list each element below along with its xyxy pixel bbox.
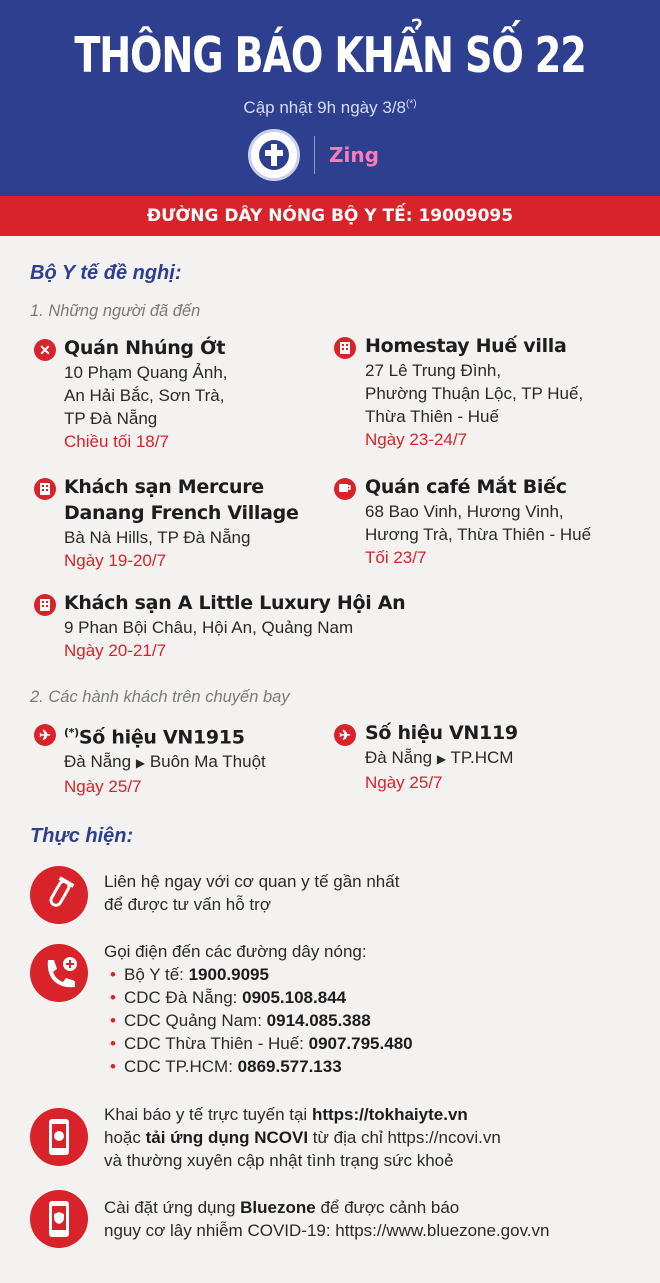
place-date: Ngày 19-20/7 — [64, 551, 167, 570]
flight-name: Số hiệu VN1915 — [78, 726, 245, 749]
place-date: Chiều tối 18/7 — [64, 432, 169, 451]
place-item — [64, 590, 624, 663]
airplane-icon: ✈ — [334, 724, 356, 746]
hotline-item: • CDC Quảng Nam: 0914.085.388 — [104, 1009, 413, 1032]
bluezone-app-icon — [30, 1190, 88, 1248]
hotline-item: • CDC Thừa Thiên - Huế: 0907.795.480 — [104, 1032, 413, 1055]
update-text: Cập nhật 9h ngày 3/8 — [243, 98, 406, 117]
flight-route — [365, 746, 635, 771]
place-address: 10 Phạm Quang Ảnh, — [64, 363, 228, 382]
zing-logo: Zing — [329, 143, 379, 167]
bluezone-text: Cài đặt ứng dụng Bluezone để được cảnh báo nguy cơ lây nhiễm COVID-19: https://www.bluezone.gov.vn — [104, 1198, 550, 1240]
logo-divider — [314, 136, 315, 174]
place-address: 27 Lê Trung Đình, — [365, 361, 502, 380]
place-address: Hương Trà, Thừa Thiên - Huế — [365, 525, 592, 544]
building-icon — [334, 337, 356, 359]
place-item — [64, 335, 324, 454]
flight-route — [64, 750, 334, 775]
building-icon — [34, 478, 56, 500]
ministry-of-health-logo — [248, 129, 300, 181]
place-item — [64, 474, 334, 573]
place-item — [365, 333, 645, 452]
hotline-bar: ĐƯỜNG DÂY NÓNG BỘ Y TẾ: 19009095 — [0, 196, 660, 236]
place-name: Quán Nhúng Ớt — [64, 337, 226, 359]
route-to: TP.HCM — [450, 748, 514, 767]
flight-date: Ngày 25/7 — [64, 777, 142, 797]
group-flight-title: 2. Các hành khách trên chuyến bay — [30, 688, 290, 706]
ncovi-app: tải ứng dụng NCOVI — [145, 1128, 309, 1147]
recommend-title: Bộ Y tế đề nghị: — [30, 262, 182, 284]
update-time — [0, 98, 660, 118]
declaration-text: Khai báo y tế trực tuyến tại https://tokhaiyte.vn hoặc tải ứng dụng NCOVI từ địa chỉ https://ncovi.vn và thường xuyên cập nhật tình trạng sức khoẻ — [104, 1105, 501, 1170]
place-name: Khách sạn Mercure — [64, 476, 264, 498]
route-from: Đà Nẵng — [64, 752, 132, 772]
place-name: Danang French Village — [64, 502, 299, 524]
flight-item — [64, 720, 334, 799]
hotline-item: • Bộ Y tế: 1900.9095 — [104, 963, 413, 986]
tokhaiyte-link[interactable]: https://tokhaiyte.vn — [311, 1105, 468, 1124]
place-address: Bà Nà Hills, TP Đà Nẵng — [64, 528, 251, 547]
flight-date: Ngày 25/7 — [365, 773, 443, 792]
place-date: Ngày 20-21/7 — [64, 641, 167, 660]
place-address: Thừa Thiên - Huế — [365, 407, 499, 426]
flight-note: (*) — [64, 726, 79, 739]
group-visited-title: 1. Những người đã đến — [30, 302, 201, 320]
place-address: TP Đà Nẵng — [64, 409, 158, 428]
arrow-right-icon: ▶ — [436, 752, 447, 766]
airplane-icon: ✈ — [34, 724, 56, 746]
place-date: Ngày 23-24/7 — [365, 430, 468, 449]
route-to: Buôn Ma Thuột — [149, 752, 266, 772]
actions-title: Thực hiện: — [30, 825, 134, 847]
page-title: THÔNG BÁO KHẨN SỐ 22 — [74, 27, 586, 84]
place-date: Tối 23/7 — [365, 548, 427, 567]
hotline-list — [104, 940, 413, 1078]
flight-item — [365, 720, 635, 795]
place-item — [365, 474, 655, 570]
contact-text — [104, 870, 399, 916]
logo-row — [248, 127, 379, 183]
update-note: (*) — [406, 98, 417, 110]
contact-line: để được tư vấn hỗ trợ — [104, 895, 271, 914]
test-tube-icon — [30, 866, 88, 924]
place-address: 9 Phan Bội Châu, Hội An, Quảng Nam — [64, 618, 354, 637]
coffee-icon — [334, 478, 356, 500]
header-banner — [0, 0, 660, 196]
place-address: Phường Thuận Lộc, TP Huế, — [365, 384, 584, 403]
contact-line: Liên hệ ngay với cơ quan y tế gần nhất — [104, 872, 400, 891]
phone-icon — [30, 944, 88, 1002]
arrow-right-icon: ▶ — [135, 756, 146, 771]
close-icon: ✕ — [34, 339, 56, 361]
place-name: Homestay Huế villa — [365, 335, 567, 357]
bluezone-app: Bluezone — [240, 1198, 316, 1217]
route-from: Đà Nẵng — [365, 748, 433, 767]
place-name: Khách sạn A Little Luxury Hội An — [64, 592, 406, 614]
call-intro: Gọi điện đến các đường dây nóng: — [104, 942, 367, 961]
hotline-item: • CDC TP.HCM: 0869.577.133 — [104, 1055, 413, 1078]
place-address: An Hải Bắc, Sơn Trà, — [64, 386, 225, 405]
place-name: Quán café Mắt Biếc — [365, 476, 567, 498]
place-address: 68 Bao Vinh, Hương Vinh, — [365, 502, 564, 521]
hotline-item: • CDC Đà Nẵng: 0905.108.844 — [104, 986, 413, 1009]
mobile-declaration-icon — [30, 1108, 88, 1166]
building-icon — [34, 594, 56, 616]
flight-name: Số hiệu VN119 — [365, 722, 518, 744]
